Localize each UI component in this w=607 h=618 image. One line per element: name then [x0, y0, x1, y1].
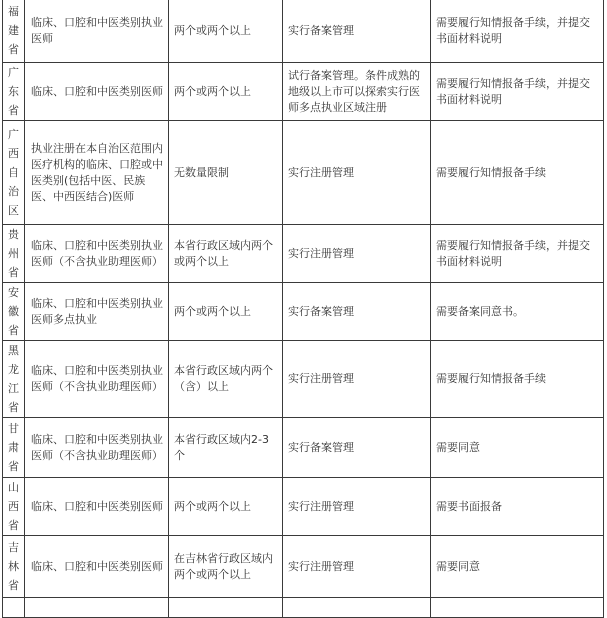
requirement-cell: 需要备案同意书。: [431, 283, 604, 341]
doctor-type-cell: 执业注册在本自治区范围内医疗机构的临床、口腔或中医类别(包括中医、民族医、中西医结合)医师: [25, 121, 169, 225]
province-name: 福建省: [8, 5, 19, 56]
doctor-type-cell: 临床、口腔和中医类别医师: [25, 536, 169, 598]
table-row: [3, 478, 604, 536]
province-name: 安徽省: [8, 286, 19, 337]
doctor-type-cell: 临床、口腔和中医类别执业医师（不含执业助理医师）: [25, 225, 169, 283]
province-cell: [3, 121, 25, 225]
province-cell: [3, 478, 25, 536]
province-cell: [3, 63, 25, 121]
empty-cell: [25, 598, 169, 618]
table-row: [3, 225, 604, 283]
table-row: [3, 536, 604, 598]
province-name: 吉林省: [8, 541, 19, 592]
management-cell: 实行注册管理: [283, 478, 431, 536]
management-cell: 实行注册管理: [283, 536, 431, 598]
policy-table: [2, 0, 604, 618]
province-cell: [3, 341, 25, 418]
practice-count-cell: 两个或两个以上: [169, 63, 283, 121]
doctor-type-cell: 临床、口腔和中医类别执业医师（不含执业助理医师）: [25, 341, 169, 418]
table-row: [3, 341, 604, 418]
requirement-cell: 需要同意: [431, 418, 604, 478]
province-cell: [3, 536, 25, 598]
province-name: 广西自治区: [8, 128, 19, 217]
table-row: [3, 283, 604, 341]
table-row: [3, 63, 604, 121]
table-row-partial: [3, 598, 604, 618]
management-cell: 试行备案管理。条件成熟的地级以上市可以探索实行医师多点执业区域注册: [283, 63, 431, 121]
practice-count-cell: 两个或两个以上: [169, 0, 283, 63]
doctor-type-cell: 临床、口腔和中医类别医师: [25, 478, 169, 536]
province-cell: [3, 418, 25, 478]
management-cell: 实行备案管理: [283, 418, 431, 478]
management-cell: 实行注册管理: [283, 121, 431, 225]
doctor-type-cell: 临床、口腔和中医类别执业医师（不含执业助理医师）: [25, 418, 169, 478]
practice-count-cell: 在吉林省行政区域内两个或两个以上: [169, 536, 283, 598]
province-name: 黑龙江省: [8, 344, 19, 414]
requirement-cell: 需要书面报备: [431, 478, 604, 536]
table-row: [3, 0, 604, 63]
doctor-type-cell: 临床、口腔和中医类别执业医师多点执业: [25, 283, 169, 341]
province-cell: [3, 283, 25, 341]
province-name: 山西省: [8, 481, 19, 532]
table-row: [3, 418, 604, 478]
province-name: 贵州省: [8, 228, 19, 279]
requirement-cell: 需要同意: [431, 536, 604, 598]
requirement-cell: 需要履行知情报备手续: [431, 121, 604, 225]
province-cell: [3, 225, 25, 283]
province-name: 甘肃省: [8, 422, 19, 473]
requirement-cell: 需要履行知情报备手续: [431, 341, 604, 418]
province-cell: [3, 0, 25, 63]
table-row: [3, 121, 604, 225]
requirement-cell: 需要履行知情报备手续，并提交书面材料说明: [431, 0, 604, 63]
empty-cell: [3, 598, 25, 618]
doctor-type-cell: 临床、口腔和中医类别执业医师: [25, 0, 169, 63]
empty-cell: [431, 598, 604, 618]
practice-count-cell: 两个或两个以上: [169, 478, 283, 536]
practice-count-cell: 无数量限制: [169, 121, 283, 225]
requirement-cell: 需要履行知情报备手续，并提交书面材料说明: [431, 63, 604, 121]
practice-count-cell: 本省行政区域内2-3个: [169, 418, 283, 478]
doctor-type-cell: 临床、口腔和中医类别医师: [25, 63, 169, 121]
management-cell: 实行备案管理: [283, 0, 431, 63]
empty-cell: [169, 598, 283, 618]
province-name: 广东省: [8, 66, 19, 117]
empty-cell: [283, 598, 431, 618]
management-cell: 实行备案管理: [283, 283, 431, 341]
practice-count-cell: 本省行政区域内两个（含）以上: [169, 341, 283, 418]
practice-count-cell: 本省行政区域内两个或两个以上: [169, 225, 283, 283]
practice-count-cell: 两个或两个以上: [169, 283, 283, 341]
management-cell: 实行注册管理: [283, 225, 431, 283]
requirement-cell: 需要履行知情报备手续，并提交书面材料说明: [431, 225, 604, 283]
management-cell: 实行注册管理: [283, 341, 431, 418]
